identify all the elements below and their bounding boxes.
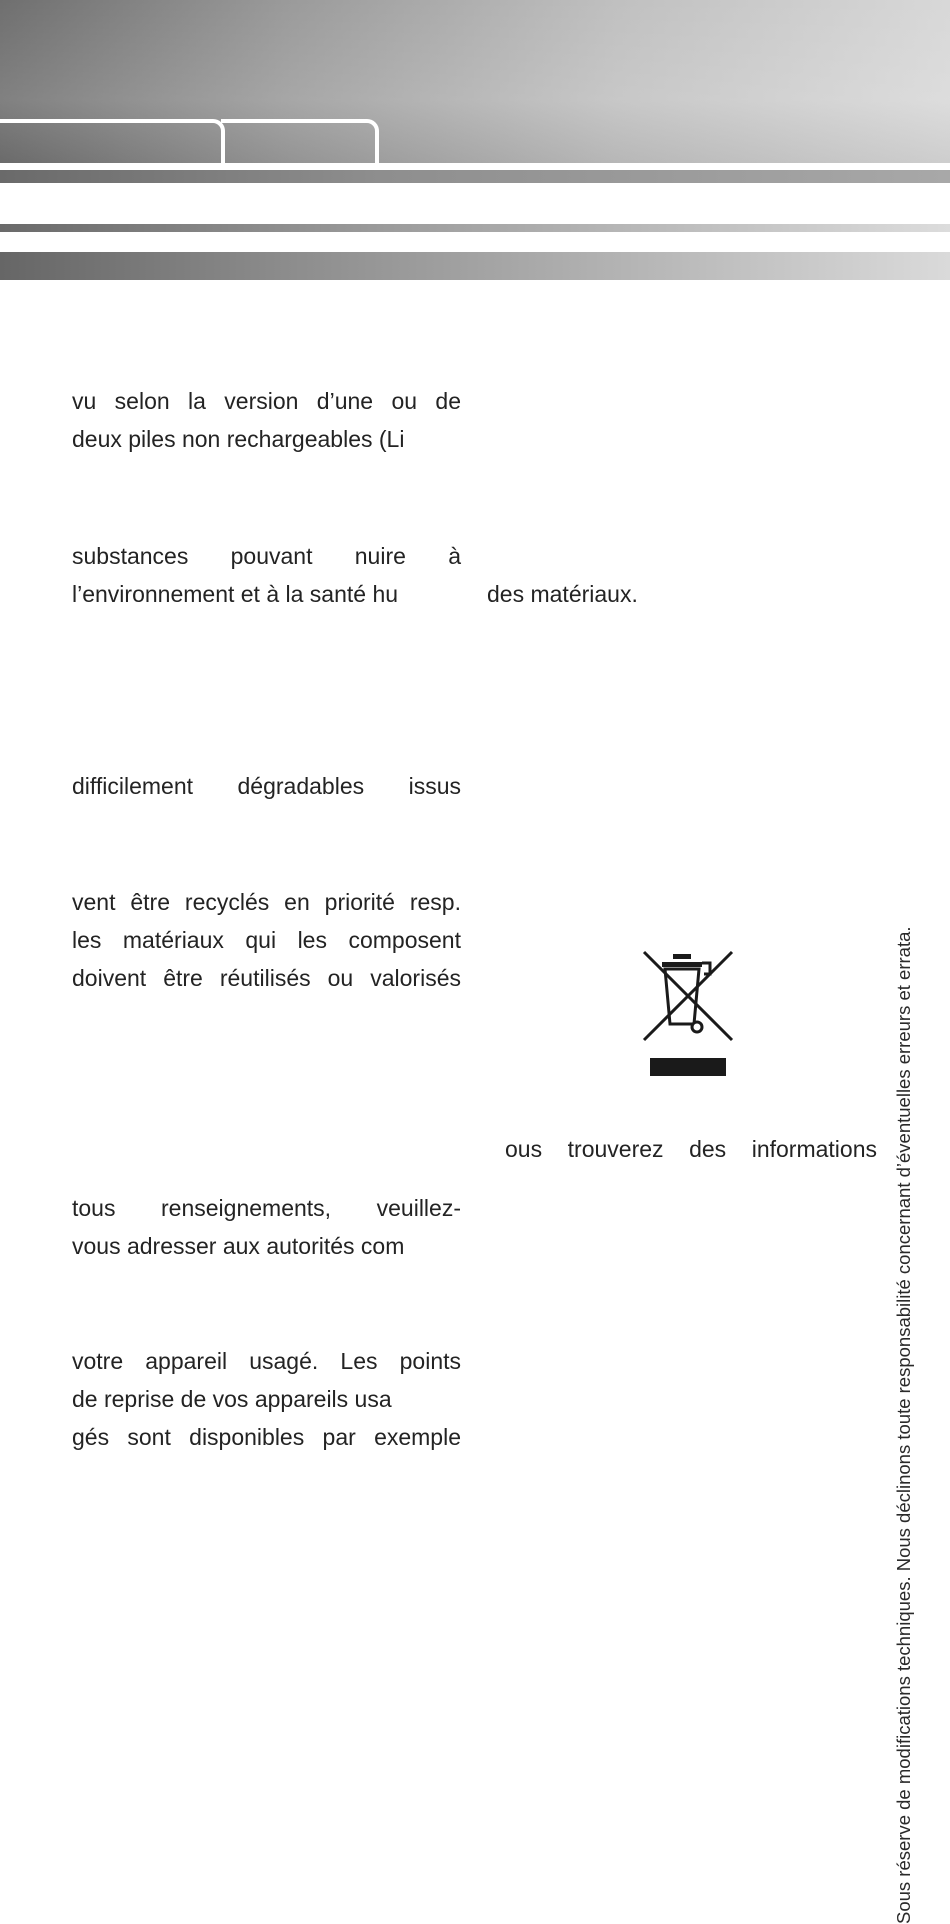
text-line: gés sont disponibles par exemple — [72, 1424, 461, 1450]
header-bottom-stripe — [0, 170, 950, 183]
text-line: de reprise de vos appareils usa — [72, 1386, 392, 1412]
text-line: l’environnement et à la santé hu — [72, 581, 399, 607]
legal-side-note: Sous réserve de modifications techniques. Nous déclinons toute responsabilité concernant d’éventuelles erreurs et errata. — [893, 926, 914, 1924]
text-information: ous trouverez des informations — [505, 1136, 877, 1162]
header-white-line — [0, 163, 950, 167]
text-line: deux piles non rechargeables (Li — [72, 426, 405, 452]
text-line: vous adresser aux autorités com — [72, 1233, 405, 1259]
paragraph-recycling — [72, 883, 461, 997]
text-line: vu selon la version d’une ou de — [72, 388, 461, 414]
text-line: doivent être réutilisés ou valorisés — [72, 965, 461, 991]
text-materials: des matériaux. — [487, 581, 638, 607]
crossed-out-wheelie-bin-icon — [638, 946, 738, 1081]
text-line: les matériaux qui les composent — [72, 927, 461, 953]
text-line: difficilement dégradables issus — [72, 773, 461, 799]
gray-section-band — [0, 252, 950, 280]
paragraph-authorities — [72, 1189, 461, 1265]
paragraph-collection-points — [72, 1342, 461, 1456]
text-line: votre appareil usagé. Les points — [72, 1348, 461, 1374]
paragraph-degradable — [72, 767, 461, 805]
thin-divider-bar — [0, 224, 950, 232]
header-tab-2 — [221, 119, 379, 166]
text-line: vent être recyclés en priorité resp. — [72, 889, 461, 915]
text-line: substances pouvant nuire à — [72, 543, 461, 569]
paragraph-harmful-substances — [72, 537, 461, 613]
header-tab-1 — [0, 119, 225, 166]
text-line: tous renseignements, veuillez- — [72, 1195, 461, 1221]
paragraph-batteries — [72, 382, 461, 458]
